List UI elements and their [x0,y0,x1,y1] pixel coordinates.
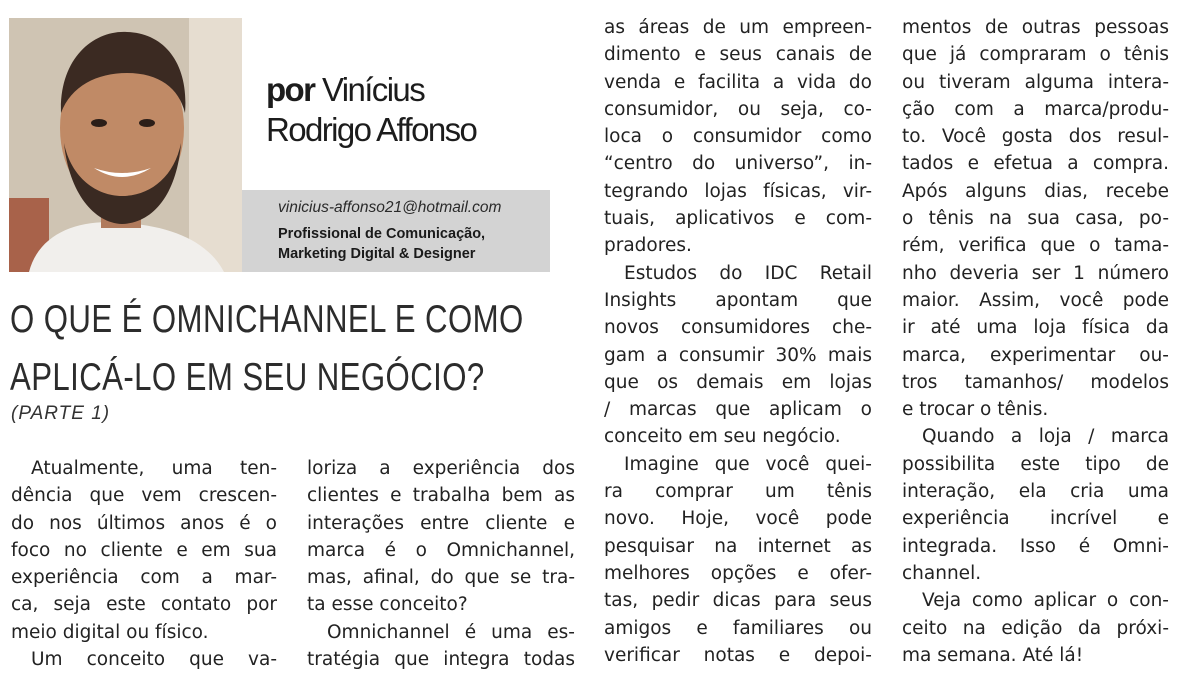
text-line: gam a consumir 30% mais [604,344,872,366]
text-line: ta esse conceito? [307,594,468,616]
article-title-line: O QUE É OMNICHANNEL E COMO [10,298,524,341]
text-line: marca é o Omnichannel, [307,539,575,561]
text-line: dimento e seus canais de [604,44,872,66]
author-name-first: Vinícius [321,71,425,108]
text-line: ceito na edição da próxi- [902,617,1169,639]
text-line: interação, ela cria uma [902,481,1169,503]
text-line: to. Você gosta dos resul- [902,126,1169,148]
text-line: experiência incrível e [902,508,1169,530]
text-line: o tênis na sua casa, po- [902,208,1169,230]
text-line: mentos de outras pessoas [902,17,1169,38]
article-title-line: APLICÁ-LO EM SEU NEGÓCIO? [10,356,485,399]
text-line: clientes e trabalha bem as [307,485,575,507]
text-line: integrada. Isso é Omni- [902,535,1169,557]
text-line: melhores opções e ofer- [604,562,872,584]
article-column-1 [11,455,277,673]
text-line: mas, afinal, do que se tra- [307,567,575,589]
text-line: novo. Hoje, você pode [604,508,872,530]
text-line: interações entre cliente e [307,512,575,534]
text-line: Após alguns dias, recebe [902,180,1169,202]
text-line: consumidor, ou seja, co- [604,98,872,120]
text-line: loriza a experiência dos [307,458,575,479]
text-line: tratégia que integra todas [307,649,575,671]
article-column-4 [902,14,1169,669]
text-line: Omnichannel é uma es- [327,621,575,643]
text-line: as áreas de um empreen- [604,17,872,38]
text-line: tegrando lojas físicas, vir- [604,180,872,202]
text-line: Quando a loja / marca [922,426,1169,448]
text-line: ra comprar um tênis [604,481,872,503]
text-line: Insights apontam que [604,289,872,311]
article-title [10,291,524,407]
text-line: meio digital ou físico. [11,621,209,643]
text-line: experiência com a mar- [11,567,277,589]
text-line: Um conceito que va- [31,649,277,671]
text-line: maior. Assim, você pode [902,289,1169,311]
text-line: ca, seja este contato por [11,594,277,616]
text-line: conceito em seu negócio. [604,426,841,448]
text-line: nho deveria ser 1 número [902,262,1169,284]
text-line: ou tiveram alguma intera- [902,71,1169,93]
text-line: novos consumidores che- [604,317,872,339]
author-role-line: Profissional de Comunicação, [278,226,486,242]
article-subtitle: (PARTE 1) [11,403,111,424]
author-email[interactable]: vinicius-affonso21@hotmail.com [278,199,502,216]
text-line: pradores. [604,235,692,257]
text-line: rém, verifica que o tama- [902,235,1169,257]
text-line: amigos e familiares ou [604,617,872,639]
text-line: ir até uma loja física da [902,317,1169,339]
text-line: ma semana. Até lá! [902,644,1084,666]
text-line: venda e facilita a vida do [604,71,872,93]
text-line: tados e efetua a compra. [902,153,1169,175]
byline-prefix: por [266,71,315,108]
text-line: tros tamanhos/ modelos [902,371,1169,393]
text-line: ção com a marca/produ- [902,98,1169,120]
author-role-line: Marketing Digital & Designer [278,246,476,262]
text-line: Atualmente, uma ten- [31,458,277,479]
author-contact-box [242,190,550,272]
article-column-3 [604,14,872,669]
text-line: e trocar o tênis. [902,399,1049,421]
text-line: possibilita este tipo de [902,453,1169,475]
author-role [278,224,485,264]
text-line: loca o consumidor como [604,126,872,148]
text-line: Imagine que você quei- [624,453,872,475]
text-line: / marcas que aplicam o [604,399,872,421]
author-byline [266,70,476,150]
text-line: Veja como aplicar o con- [922,590,1169,612]
text-line: verificar notas e depoi- [604,644,872,666]
text-line: Estudos do IDC Retail [624,262,872,284]
text-line: foco no cliente e em sua [11,539,277,561]
text-line: dência que vem crescen- [11,485,277,507]
text-line: tuais, aplicativos e com- [604,208,872,230]
article-column-2 [307,455,575,673]
text-line: channel. [902,562,982,584]
text-line: do nos últimos anos é o [11,512,277,534]
text-line: “centro do universo”, in- [604,153,872,175]
author-photo [9,18,242,272]
author-name-last: Rodrigo Affonso [266,111,477,148]
text-line: marca, experimentar ou- [902,344,1169,366]
text-line: tas, pedir dicas para seus [604,590,872,612]
text-line: pesquisar na internet as [604,535,872,557]
text-line: que já compraram o tênis [902,44,1169,66]
text-line: que os demais em lojas [604,371,872,393]
